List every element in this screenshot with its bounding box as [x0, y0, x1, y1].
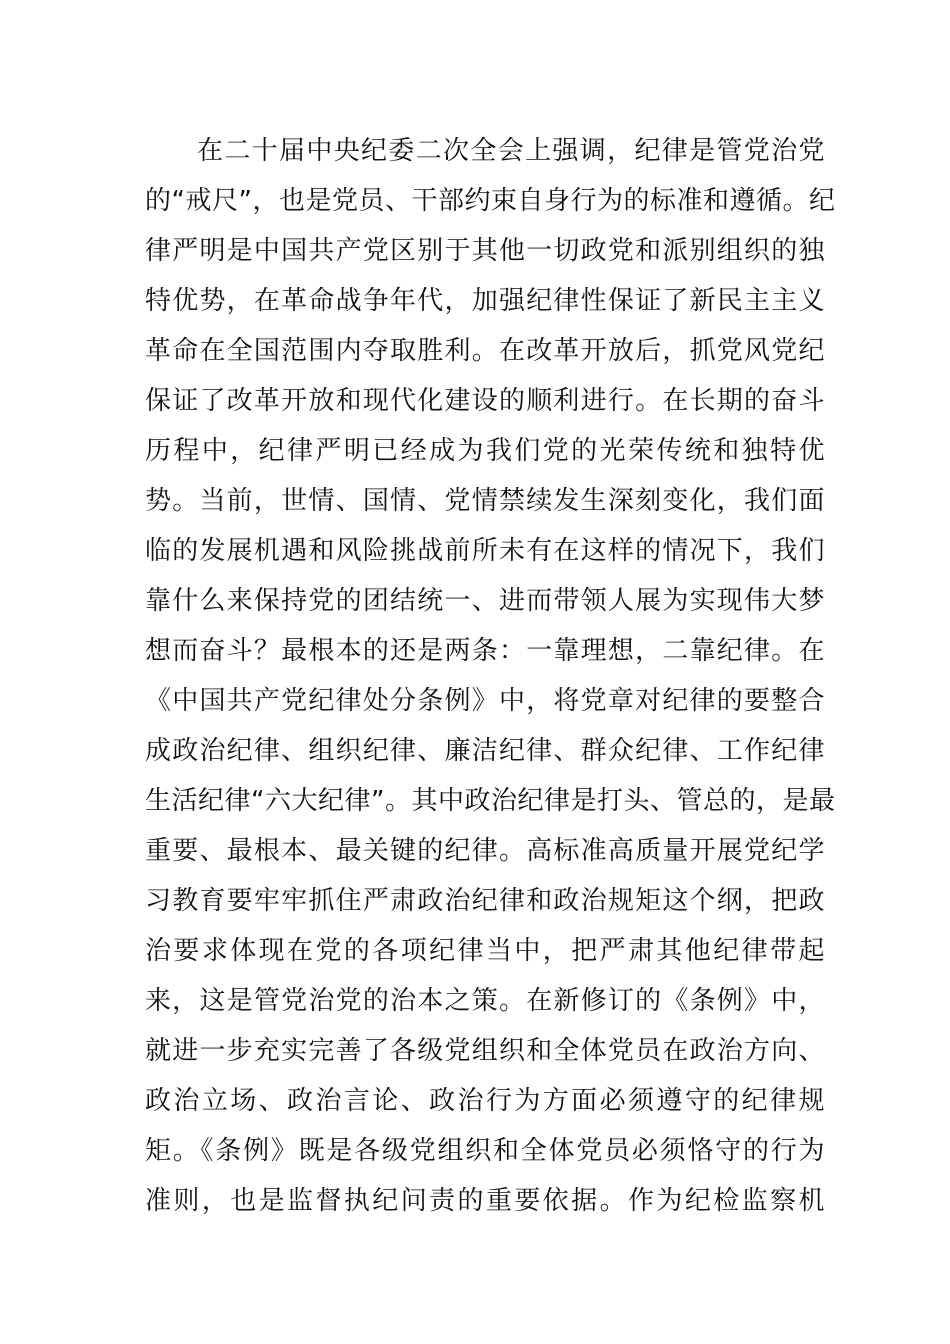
paragraph-line: 历程中，纪律严明已经成为我们党的光荣传统和独特优	[145, 436, 825, 466]
paragraph-line: 势。当前，世情、国情、党情禁续发生深刻变化，我们面	[145, 486, 825, 516]
paragraph-line: 保证了改革开放和现代化建设的顺利进行。在长期的奋斗	[145, 386, 825, 416]
paragraph-line: 在二十届中央纪委二次全会上强调，纪律是管党治党	[197, 136, 825, 166]
paragraph-line: 成政治纪律、组织纪律、廉洁纪律、群众纪律、工作纪律	[145, 736, 825, 766]
paragraph-line: 治要求体现在党的各项纪律当中，把严肃其他纪律带起	[145, 936, 825, 966]
paragraph-line: 律严明是中国共产党区别于其他一切政党和派别组织的独	[145, 236, 825, 266]
paragraph-line: 来，这是管党治党的治本之策。在新修订的《条例》中，	[145, 986, 825, 1016]
body-paragraph	[145, 126, 836, 1226]
paragraph-line: 政治立场、政治言论、政治行为方面必须遵守的纪律规	[145, 1086, 825, 1116]
paragraph-line: 重要、最根本、最关键的纪律。高标准高质量开展党纪学	[145, 836, 825, 866]
paragraph-line: 临的发展机遇和风险挑战前所未有在这样的情况下，我们	[145, 536, 825, 566]
paragraph-line: 准则，也是监督执纪问责的重要依据。作为纪检监察机	[145, 1186, 825, 1216]
paragraph-line: 就进一步充实完善了各级党组织和全体党员在政治方向、	[145, 1036, 825, 1066]
paragraph-line: 特优势，在革命战争年代，加强纪律性保证了新民主主义	[145, 286, 825, 316]
paragraph-line: 生活纪律“六大纪律”。其中政治纪律是打头、管总的，是最	[145, 786, 836, 816]
paragraph-line: 习教育要牢牢抓住严肃政治纪律和政治规矩这个纲，把政	[145, 886, 825, 916]
paragraph-line: 《中国共产党纪律处分条例》中，将党章对纪律的要整合	[145, 686, 825, 716]
paragraph-line: 想而奋斗？最根本的还是两条：一靠理想，二靠纪律。在	[145, 636, 825, 666]
paragraph-line: 靠什么来保持党的团结统一、进而带领人展为实现伟大梦	[145, 586, 825, 616]
paragraph-line: 革命在全国范围内夺取胜利。在改革开放后，抓党风党纪	[145, 336, 825, 366]
paragraph-line: 的“戒尺”，也是党员、干部约束自身行为的标准和遵循。纪	[145, 186, 836, 216]
paragraph-line: 矩。《条例》既是各级党组织和全体党员必须恪守的行为	[145, 1136, 825, 1166]
